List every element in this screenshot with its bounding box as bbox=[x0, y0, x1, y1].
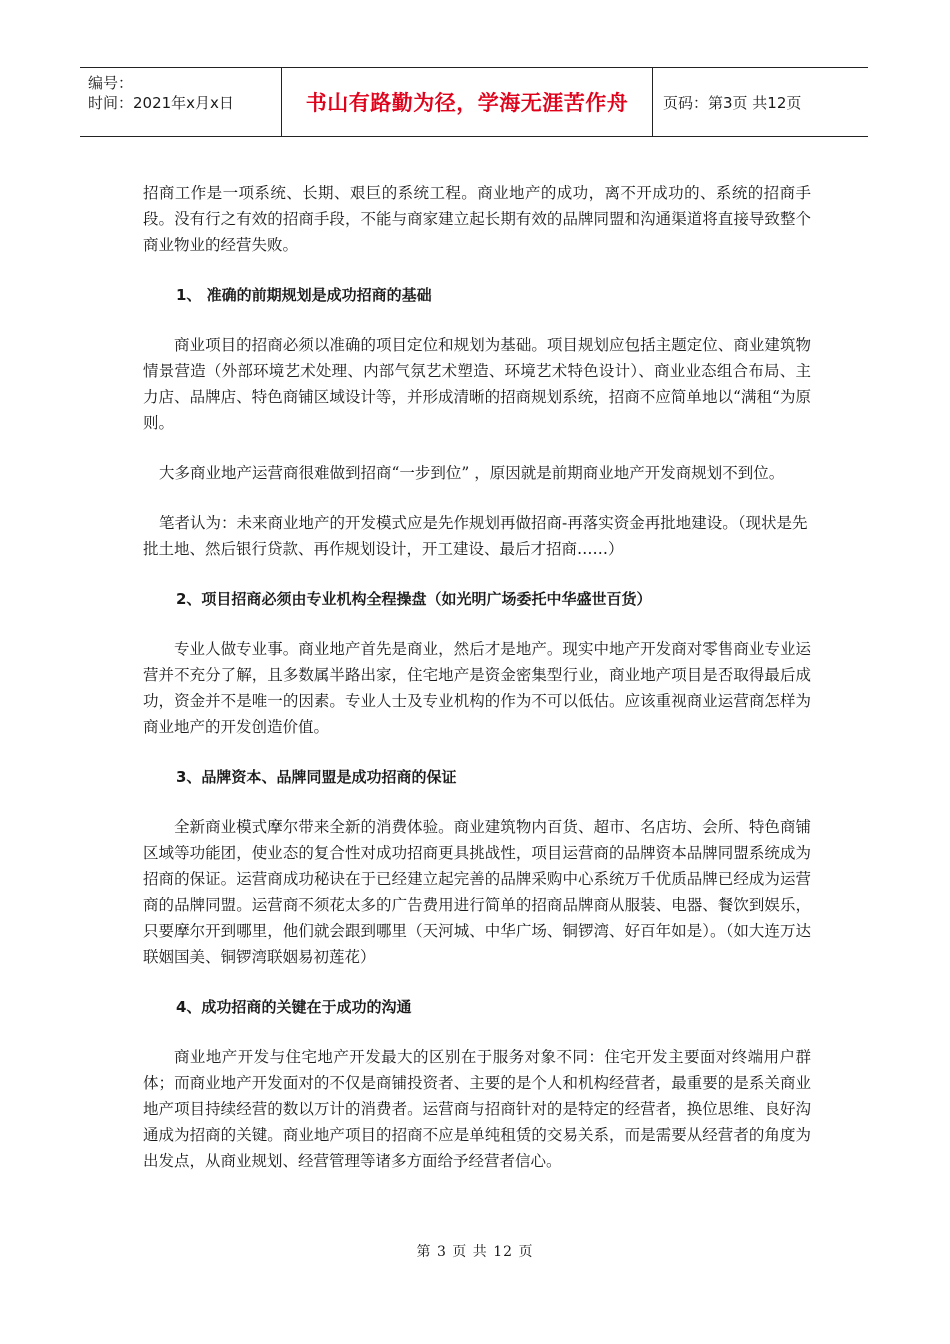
section-heading-3: 3、品牌资本、品牌同盟是成功招商的保证 bbox=[176, 768, 457, 786]
header-meta bbox=[80, 68, 282, 136]
section-heading-4: 4、成功招商的关键在于成功的沟通 bbox=[176, 998, 412, 1016]
section-1-paragraph-1: 商业项目的招商必须以准确的项目定位和规划为基础。项目规划应包括主题定位、商业建筑物情景营造（外部环境艺术处理、内部气氛艺术塑造、环境艺术特色设计）、商业业态组合布局、主力店、品牌店、特色商铺区域设计等，并形成清晰的招商规划系统，招商不应简单地以“满租“为原则。 bbox=[143, 336, 811, 432]
document-body bbox=[143, 180, 811, 1174]
document-date-label: 时间：2021年x月x日 bbox=[88, 94, 234, 112]
section-4-paragraph: 商业地产开发与住宅地产开发最大的区别在于服务对象不同：住宅开发主要面对终端用户群体；而商业地产开发面对的不仅是商铺投资者、主要的是个人和机构经营者，最重要的是系关商业地产项目持续经营的数以万计的消费者。运营商与招商针对的是特定的经营者，换位思维、良好沟通成为招商的关键。商业地产项目的招商不应是单纯租赁的交易关系，而是需要从经营者的角度为出发点，从商业规划、经营管理等诸多方面给予经营者信心。 bbox=[143, 1048, 811, 1170]
section-3-paragraph: 全新商业模式摩尔带来全新的消费体验。商业建筑物内百货、超市、名店坊、会所、特色商铺区域等功能团，使业态的复合性对成功招商更具挑战性，项目运营商的品牌资本品牌同盟系统成为招商的保证。运营商成功秘诀在于已经建立起完善的品牌采购中心系统万千优质品牌已经成为运营商的品牌同盟。运营商不须花太多的广告费用进行简单的招商品牌商从服装、电器、餐饮到娱乐，只要摩尔开到哪里，他们就会跟到哪里（天河城、中华广场、铜锣湾、好百年如是）。（如大连万达联姻国美、铜锣湾联姻易初莲花） bbox=[143, 818, 811, 966]
page-footer: 第 3 页 共 12 页 bbox=[416, 1244, 534, 1260]
section-2-paragraph: 专业人做专业事。商业地产首先是商业，然后才是地产。现实中地产开发商对零售商业专业运营并不充分了解，且多数属半路出家，住宅地产是资金密集型行业，商业地产项目是否取得最后成功，资金并不是唯一的因素。专业人士及专业机构的作为不可以低估。应该重视商业运营商怎样为商业地产的开发创造价值。 bbox=[143, 640, 811, 736]
section-heading-2: 2、项目招商必须由专业机构全程操盘（如光明广场委托中华盛世百货） bbox=[176, 590, 652, 608]
document-number-label: 编号： bbox=[88, 74, 134, 92]
page-header bbox=[80, 67, 868, 137]
header-page-info: 页码：第3页 共12页 bbox=[663, 93, 802, 112]
section-1-paragraph-2: 大多商业地产运营商很难做到招商“一步到位” ，原因就是前期商业地产开发商规划不到位。 bbox=[159, 464, 785, 482]
intro-paragraph: 招商工作是一项系统、长期、艰巨的系统工程。商业地产的成功，离不开成功的、系统的招商手段。没有行之有效的招商手段，不能与商家建立起长期有效的品牌同盟和沟通渠道将直接导致整个商业物业的经营失败。 bbox=[143, 184, 811, 254]
section-heading-1: 1、 准确的前期规划是成功招商的基础 bbox=[176, 286, 432, 304]
section-1-paragraph-3: 笔者认为：未来商业地产的开发模式应是先作规划再做招商-再落实资金再批地建设。（现状是先批土地、然后银行贷款、再作规划设计，开工建设、最后才招商……） bbox=[143, 514, 808, 558]
header-motto: 书山有路勤为径，学海无涯苦作舟 bbox=[282, 68, 653, 136]
